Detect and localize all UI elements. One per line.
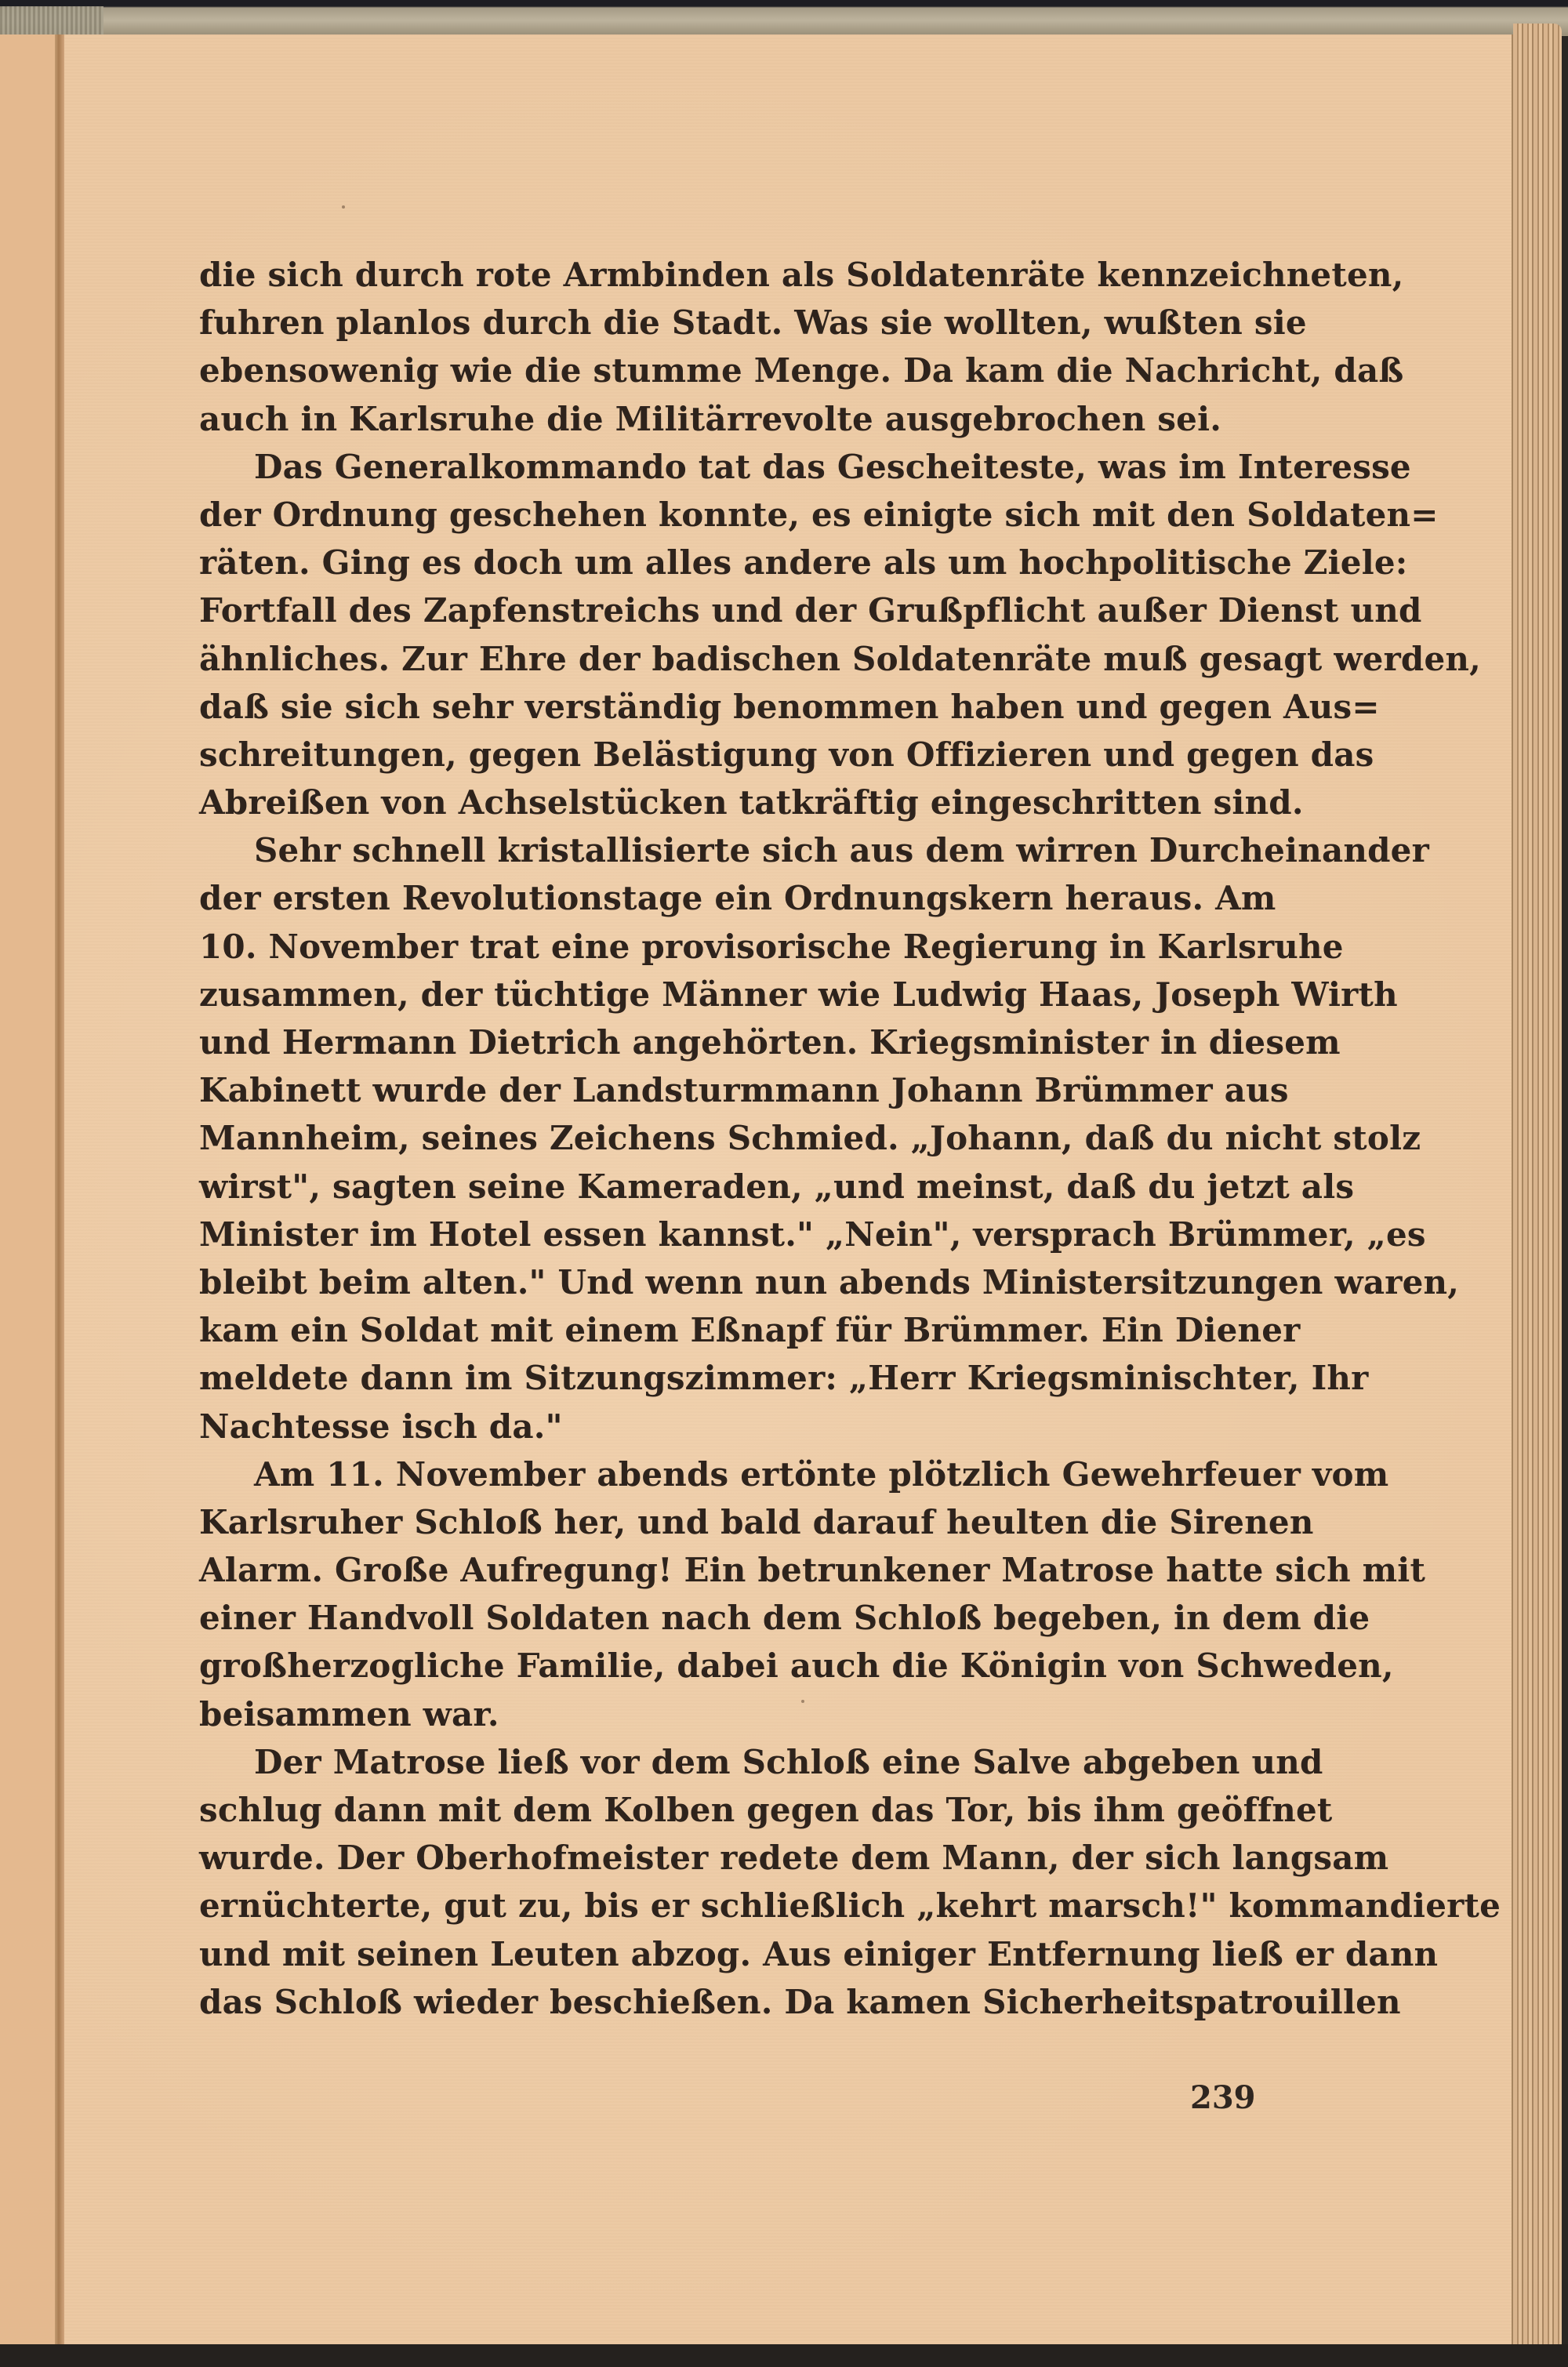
text-line: die sich durch rote Armbinden als Soldatenräte kennzeichneten, [199, 256, 1404, 294]
text-line: der Ordnung geschehen konnte, es einigte sich mit den Soldaten= [199, 495, 1439, 534]
text-line: Kabinett wurde der Landsturmmann Johann Brümmer aus [199, 1071, 1289, 1110]
paragraph [199, 826, 1460, 1450]
page-number: 239 [1190, 2079, 1256, 2116]
text-line: Abreißen von Achselstücken tatkräftig eingeschritten sind. [199, 783, 1304, 822]
text-line: schlug dann mit dem Kolben gegen das Tor, bis ihm geöffnet [199, 1791, 1333, 1829]
text-line: Sehr schnell kristallisierte sich aus dem wirren Durcheinander [254, 831, 1429, 870]
body-text [199, 251, 1501, 2026]
text-line: Das Generalkommando tat das Gescheiteste, was im Interesse [254, 447, 1411, 486]
text-line: das Schloß wieder beschießen. Da kamen Sicherheitspatrouillen [199, 1982, 1401, 2021]
text-line: ernüchterte, gut zu, bis er schließlich „kehrt marsch!" kommandierte [199, 1886, 1501, 1926]
text-line: Mannheim, seines Zeichens Schmied. „Johann, daß du nicht stolz [199, 1119, 1421, 1158]
text-line: Der Matrose ließ vor dem Schloß eine Salve abgeben und [254, 1742, 1323, 1781]
text-line: und Hermann Dietrich angehörten. Kriegsminister in diesem [199, 1023, 1341, 1062]
paper-speck [342, 205, 345, 209]
text-line: ebensowenig wie die stumme Menge. Da kam die Nachricht, daß [199, 351, 1404, 390]
text-line: beisammen war. [199, 1694, 499, 1734]
text-line: der ersten Revolutionstage ein Ordnungskern heraus. Am [199, 879, 1276, 918]
text-line: einer Handvoll Soldaten nach dem Schloß begeben, in dem die [199, 1599, 1370, 1638]
text-line: 10. November trat eine provisorische Regierung in Karlsruhe [199, 927, 1344, 966]
text-line: ähnliches. Zur Ehre der badischen Soldatenräte muß gesagt werden, [199, 639, 1481, 678]
binding-cloth-fragment [0, 6, 103, 34]
text-line: zusammen, der tüchtige Männer wie Ludwig Haas, Joseph Wirth [199, 975, 1398, 1014]
text-line: kam ein Soldat mit einem Eßnapf für Brümmer. Ein Diener [199, 1311, 1301, 1350]
text-line: Am 11. November abends ertönte plötzlich Gewehrfeuer vom [254, 1454, 1389, 1494]
text-line: Nachtesse isch da." [199, 1407, 563, 1446]
page-stack-fore-edge [1513, 24, 1562, 2344]
text-line: auch in Karlsruhe die Militärrevolte ausgebrochen sei. [199, 399, 1222, 438]
paragraph [199, 1450, 1426, 1738]
text-line: großherzogliche Familie, dabei auch die Königin von Schweden, [199, 1646, 1394, 1686]
text-line: Fortfall des Zapfenstreichs und der Grußpflicht außer Dienst und [199, 591, 1422, 630]
text-line: Alarm. Große Aufregung! Ein betrunkener Matrose hatte sich mit [199, 1551, 1426, 1590]
paragraph [199, 443, 1481, 827]
text-line: meldete dann im Sitzungszimmer: „Herr Kriegsminischter, Ihr [199, 1359, 1369, 1398]
book-binding-top [0, 0, 1568, 36]
text-line: schreitungen, gegen Belästigung von Offizieren und gegen das [199, 735, 1374, 774]
previous-page-edge [0, 34, 58, 2344]
book-gutter [55, 34, 64, 2344]
paragraph [199, 251, 1404, 443]
text-line: Karlsruher Schloß her, und bald darauf heulten die Sirenen [199, 1502, 1314, 1541]
text-line: wirst", sagten seine Kameraden, „und meinst, daß du jetzt als [199, 1167, 1355, 1206]
text-line: bleibt beim alten." Und wenn nun abends Ministersitzungen waren, [199, 1262, 1460, 1301]
text-line: fuhren planlos durch die Stadt. Was sie wollten, wußten sie [199, 303, 1307, 343]
paragraph [199, 1738, 1501, 2026]
page-edge-line [1512, 34, 1513, 2344]
text-line: und mit seinen Leuten abzog. Aus einiger Entfernung ließ er dann [199, 1934, 1439, 1973]
book-binding-bottom [0, 2344, 1568, 2367]
text-line: daß sie sich sehr verständig benommen haben und gegen Aus= [199, 687, 1380, 726]
text-line: Minister im Hotel essen kannst." „Nein", versprach Brümmer, „es [199, 1214, 1426, 1254]
text-line: wurde. Der Oberhofmeister redete dem Mann, der sich langsam [199, 1839, 1389, 1878]
text-line: räten. Ging es doch um alles andere als um hochpolitische Ziele: [199, 543, 1408, 583]
